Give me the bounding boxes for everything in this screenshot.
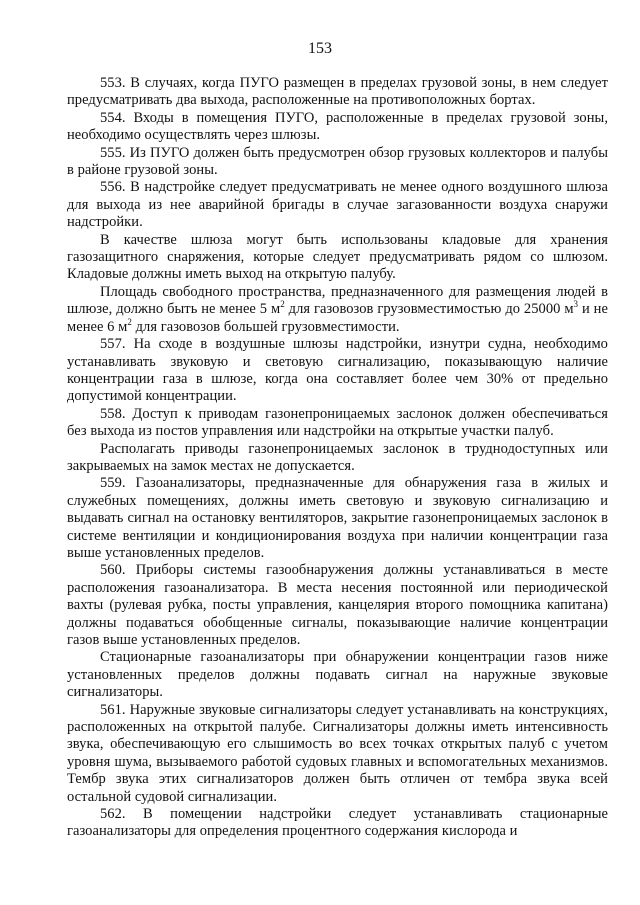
area-text-1: Площадь свободного пространства, предназначенного для размещения людей в шлюзе, должно быть не менее 5 м — [67, 283, 608, 318]
area-text-2: для газовозов грузовместимостью до 25000 м — [284, 301, 574, 318]
area-text-3: и не менее 6 м — [67, 301, 608, 335]
page-number: 153 — [308, 40, 332, 57]
paragraph-airlock-area — [67, 284, 608, 336]
paragraph-561: 561. Наружные звуковые сигнализаторы следует устанавливать на конструкциях, расположенных на открытой палубе. Сигнализаторы должны иметь интенсивность звука, обеспечивающую его слышимость во всех точках открытых палуб с учетом уровня шума, вызываемого работой судовых главных и вспомогательных механизмов. Тембр звука этих сигнализаторов должен быть отличен от тембра звука всей остальной судовой сигнализации. — [67, 701, 608, 805]
paragraph-stationary-analyzers: Стационарные газоанализаторы при обнаружении концентрации газов ниже установленных пределов должны подавать сигнал на наружные звуковые сигнализаторы. — [67, 649, 608, 701]
area-sup-3: 2 — [127, 316, 132, 327]
area-sup-1: 2 — [280, 299, 285, 310]
paragraph-559: 559. Газоанализаторы, предназначенные для обнаружения газа в жилых и служебных помещениях, должны иметь световую и звуковую сигнализацию и выдавать сигнал на остановку вентиляторов, закрытие газонепроницаемых заслонок в системе вентиляции и кондиционирования воздуха при наличии концентрации газа выше установленных пределов. — [67, 475, 608, 561]
paragraph-airlock-storage: В качестве шлюза могут быть использованы кладовые для хранения газозащитного снаряжения, которые следует предусматривать рядом со шлюзом. Кладовые должны иметь выход на открытую палубу. — [67, 231, 608, 283]
paragraph-damper-drives: Располагать приводы газонепроницаемых заслонок в труднодоступных или закрываемых на замок местах не допускается. — [67, 440, 608, 474]
paragraph-554: 554. Входы в помещения ПУГО, расположенные в пределах грузовой зоны, необходимо осуществлять через шлюзы. — [67, 109, 608, 144]
paragraph-553: 553. В случаях, когда ПУГО размещен в пределах грузовой зоны, в нем следует предусматривать два выхода, расположенные на противоположных бортах. — [67, 75, 608, 109]
document-body — [67, 75, 608, 841]
paragraph-558: 558. Доступ к приводам газонепроницаемых заслонок должен обеспечиваться без выхода из постов управления или надстройки на открытые участки палуб. — [67, 405, 608, 440]
paragraph-557: 557. На сходе в воздушные шлюзы надстройки, изнутри судна, необходимо устанавливать звуковую и световую сигнализацию, показывающую наличие концентрации газа в шлюзе, когда она составляет более чем 30% от предельно допустимой концентрации. — [67, 336, 608, 405]
area-sup-2: 3 — [573, 299, 579, 310]
paragraph-556: 556. В надстройке следует предусматривать не менее одного воздушного шлюза для выхода из нее аварийной бригады в случае загазованности воздуха снаружи надстройки. — [67, 179, 608, 231]
paragraph-562: 562. В помещении надстройки следует устанавливать стационарные газоанализаторы для определения процентного содержания кислорода и — [67, 806, 608, 840]
paragraph-560: 560. Приборы системы газообнаружения должны устанавливаться в месте расположения газоанализатора. В места несения постоянной или периодической вахты (рулевая рубка, посты управления, канцелярия второго помощника капитана) должны подаваться обобщенные сигналы, показывающие наличие концентрации газов выше установленных пределов. — [67, 562, 608, 648]
area-text-4: для газовозов большей грузовместимости. — [131, 318, 400, 335]
paragraph-555: 555. Из ПУГО должен быть предусмотрен обзор грузовых коллекторов и палубы в районе грузовой зоны. — [67, 144, 608, 179]
